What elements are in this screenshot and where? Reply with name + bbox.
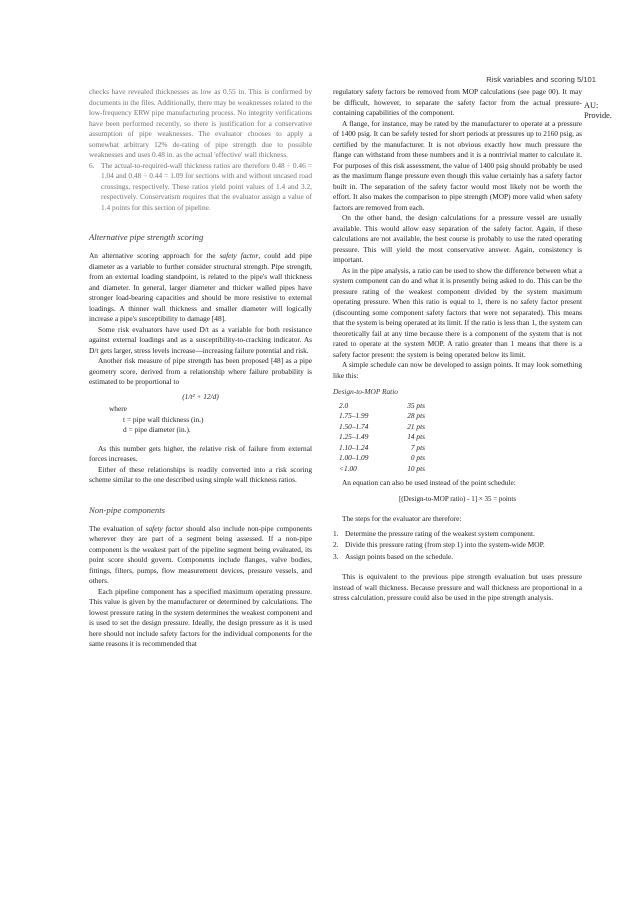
margin-note [584, 101, 612, 121]
where-label: where [109, 404, 127, 413]
right-paragraph-3: On the other hand, the design calculations for a pressure vessel are usually available. This would allow easy separation of the safety factor. Again, if these calculations are not available, the best course is probably to use the rated operating pressure. This will yield the most conservative answer. Again, consistency is important. [333, 213, 582, 264]
left-column [89, 87, 312, 650]
emphasis-text: safety factor [219, 251, 259, 260]
right-column [333, 87, 582, 604]
step-item [333, 540, 582, 551]
step-item [333, 529, 582, 540]
schedule-points: 14 pts [407, 432, 425, 441]
evaluator-steps [333, 529, 582, 563]
schedule-ratio: 1.50–1.74 [339, 421, 369, 431]
schedule-row [339, 443, 582, 454]
section-heading-alternative-pipe-strength: Alternative pipe strength scoring [89, 232, 204, 242]
right-paragraph-6: An equation can also be used instead of the point schedule: [342, 478, 516, 487]
schedule-ratio: <1.00 [339, 463, 357, 473]
left-paragraph-4: Another risk measure of pipe strength has been proposed [48] as a pipe geometry score, derived from a relationship where failure probability is estimated to be proportional to [89, 356, 312, 386]
emphasis-text: safety factor [145, 523, 184, 533]
numbered-item-6 [89, 161, 312, 214]
schedule-title: Design-to-MOP Ratio [333, 387, 398, 396]
schedule-row [339, 422, 582, 433]
text-run: should also include non-pipe components wherever they are part of a segment being assessed. If a non-pipe component is the weakest part of the pipeline segment being evaluated, its point score should govern. Components include flanges, valve bodies, fittings, filters, pumps, flow measurement devices, pressure vessels, and others. [89, 523, 312, 585]
schedule-points: 0 pts [410, 453, 425, 462]
schedule-points: 10 pts [407, 463, 425, 473]
right-paragraph-4: As in the pipe analysis, a ratio can be used to show the difference between what a system component can do and what it is presently being asked to do. This can be the pressure rating of the weakest component divided by the system maximum operating pressure. When this ratio is equal to 1, there is no safety factor present (discounting some component safety factors that were not separated). This means that the system is being operated at its limit. If the ratio is less than 1, the system can theoretically fail at any time because there is a component of the system that is not rated to operate at the system MOP. A ratio greater than 1 means that there is a safety factor present: the system is being operated below its limit. [333, 265, 582, 359]
text-run: An alternative scoring approach for the [89, 251, 220, 260]
where-definition-d: d = pipe diameter (in.). [123, 425, 191, 434]
schedule-ratio: 2.0 [339, 400, 349, 410]
margin-note-line-1: AU: [584, 101, 599, 110]
right-paragraph-5: A simple schedule can now be developed to assign points. It may look something like this: [333, 360, 582, 380]
step-item [333, 552, 582, 563]
left-paragraph-1: checks have revealed thicknesses as low as 0.55 in. This is confirmed by documents in the files. Additionally, there may be weaknesses related to the low-frequency ERW pipe manufacturing process. No integrity verifications have been performed recently, so there is justification for a conservative assumption of pipe weaknesses. The evaluator chooses to apply a somewhat arbitrary 12% de-rating of pipe strength due to possible weaknesses and uses 0.48 in. as the actual 'effective' wall thickness. [89, 87, 312, 159]
margin-note-line-2: Provide. [584, 111, 612, 120]
schedule-row [339, 411, 582, 422]
where-definition-t: t = pipe wall thickness (in.) [123, 414, 204, 424]
schedule-row [339, 432, 582, 443]
step-text: Divide this pressure rating (from step 1) into the system-wide MOP. [345, 540, 545, 549]
running-header: Risk variables and scoring 5/101 [486, 75, 596, 84]
schedule-row [339, 464, 582, 475]
item-number: 6. [89, 160, 95, 170]
step-number: 3. [333, 551, 339, 561]
left-paragraph-7 [89, 524, 312, 587]
right-paragraph-2: A flange, for instance, may be rated by the manufacturer to operate at a pressure of 1400 psig. It can be safely tested for short periods at pressures up to 2160 psig, as certified by the manufacturer. It is not obvious exactly how much pressure the flange can withstand from these numbers and it is a nontrivial matter to calculate it. For purposes of this risk assessment, the value of 1400 psig should probably be used as the maximum flange pressure even though this value certainly has a safety factor built in. The separation of the safety factor would most likely not be worth the effort. It also makes the comparison to pipe strength (MOP) more valid when safety factors are removed from each. [333, 118, 582, 212]
points-schedule [339, 401, 582, 475]
schedule-ratio: 1.10–1.24 [339, 442, 369, 452]
schedule-points: 21 pts [407, 421, 425, 431]
schedule-ratio: 1.00–1.09 [339, 453, 369, 462]
step-number: 2. [333, 540, 339, 549]
schedule-row [339, 401, 582, 412]
left-paragraph-8: Each pipeline component has a specified maximum operating pressure. This value is given by the manufacturer or determined by calculations. The lowest pressure rating in the system determines the weakest component and is used to set the design pressure. Ideally, the design pressure as it is used here should not include safety factors for the individual components for the same reasons it is recommended that [89, 586, 312, 648]
step-text: Assign points based on the schedule. [345, 551, 454, 561]
right-paragraph-7: The steps for the evaluator are therefore: [342, 514, 462, 523]
schedule-points: 28 pts [407, 411, 425, 420]
right-paragraph-8: This is equivalent to the previous pipe strength evaluation but uses pressure instead of wall thickness. Because pressure and wall thickness are proportional in a stress calculation, pressure could also be used in the pipe strength analysis. [333, 572, 582, 602]
left-paragraph-2 [89, 251, 312, 325]
left-paragraph-6: Either of these relationships is readily converted into a risk scoring scheme similar to the one described using simple wall thickness ratios. [89, 464, 312, 484]
formula-text: (1/t² + 12/d) [182, 391, 219, 401]
step-text: Determine the pressure rating of the weakest system component. [345, 528, 535, 538]
step-number: 1. [333, 528, 339, 538]
points-equation: [(Design-to-MOP ratio) - 1] × 35 = points [398, 494, 517, 503]
left-paragraph-5: As this number gets higher, the relative risk of failure from external forces increases. [89, 443, 312, 463]
schedule-points: 35 pts [407, 400, 425, 410]
formula [89, 392, 312, 403]
text-run: The evaluation of [89, 523, 146, 533]
schedule-points: 7 pts [410, 442, 425, 452]
item-text: The actual-to-required-wall thickness ratios are therefore 0.48 ÷ 0.46 = 1.04 and 0.48 ÷ 0.44 = 1.09 for sections with and without uncased road crossings, respectively. These ratios yield point values of 1.4 and 3.2, respectively. Conservatism requires that the evaluator assign a value of 1.4 points for this section of pipeline. [101, 160, 312, 212]
section-heading-non-pipe-components: Non-pipe components [89, 504, 166, 515]
schedule-ratio: 1.75–1.99 [339, 411, 369, 420]
schedule-ratio: 1.25–1.49 [339, 432, 369, 441]
left-paragraph-3: Some risk evaluators have used D/t as a variable for both resistance against external loadings and as a susceptibility-to-cracking indicator. As D/t gets larger, stress levels increase—increasing failure potential and risk. [89, 324, 312, 355]
right-paragraph-1: regulatory safety factors be removed from MOP calculations (see page 00). It may be difficult, however, to separate the safety factor from the actual pressure-containing capabilities of the component. [333, 87, 582, 117]
schedule-row [339, 453, 582, 464]
text-run: , could add pipe diameter as a variable to further consider structural strength. Pipe strength, from an external loading standpoint, is related to the pipe's wall thickness and diameter. In general, larger diameter and thicker walled pipes have stronger load-bearing capacities and should be more resistive to external loadings. A thinner wall thickness and smaller diameter will logically increase a pipe's susceptibility to damage [48]. [89, 251, 313, 323]
